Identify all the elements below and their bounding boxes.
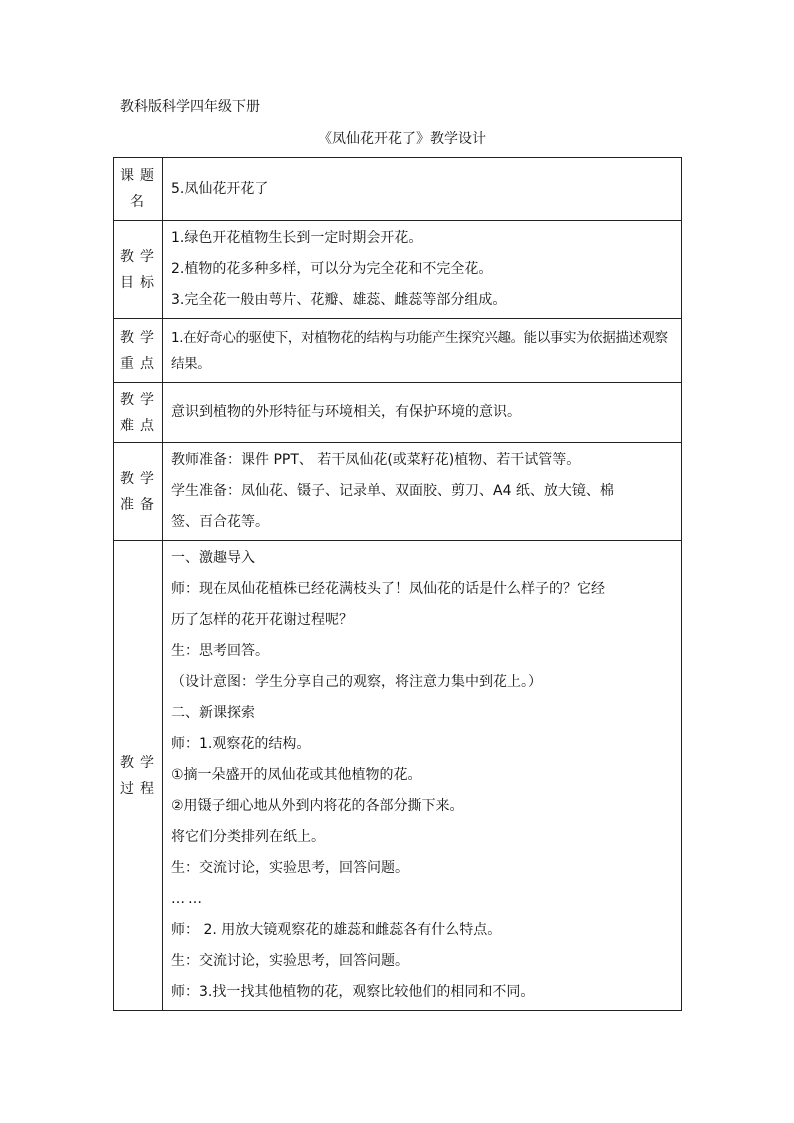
process-line: 一、激趣导入 (171, 550, 255, 566)
content-key-points (163, 319, 682, 383)
process-line: 将它们分类排列在纸上。 (171, 829, 325, 845)
label-difficulties-line2: 难点 (120, 417, 160, 434)
row-preparation (114, 443, 682, 541)
content-topic (163, 158, 682, 221)
process-line: 师：现在凤仙花植株已经花满枝头了！凤仙花的话是什么样子的？它经 (171, 581, 605, 597)
goal-item: 1.绿色开花植物生长到一定时期会开花。 (171, 230, 423, 246)
teacher-prep-text: 教师准备：课件 PPT、 若干凤仙花(或菜籽花)植物、若干试管等。 (171, 452, 581, 468)
label-process (114, 541, 163, 1011)
process-line: 师： 2. 用放大镜观察花的雄蕊和雌蕊各有什么特点。 (171, 922, 502, 938)
label-process-line1: 教学 (120, 754, 160, 771)
process-line: 生：思考回答。 (171, 643, 269, 659)
label-difficulties-line1: 教学 (120, 391, 160, 408)
label-key-points-line2: 重点 (120, 355, 160, 372)
key-points-text: 1.在好奇心的驱使下，对植物花的结构与功能产生探究兴趣。能以事实为依据描述观察结果。 (171, 329, 668, 372)
row-topic (114, 158, 682, 221)
label-key-points (114, 319, 163, 383)
student-prep-text-1: 学生准备：凤仙花、镊子、记录单、双面胶、剪刀、A4 纸、放大镜、棉 (171, 483, 614, 499)
content-difficulties (163, 383, 682, 443)
label-process-line2: 过程 (120, 780, 160, 797)
process-line: ②用镊子细心地从外到内将花的各部分撕下来。 (171, 798, 464, 814)
row-process (114, 541, 682, 1011)
label-goals-line1: 教学 (120, 248, 160, 265)
content-process (163, 541, 682, 1011)
label-preparation-line2: 准备 (120, 496, 160, 513)
label-topic-line2: 名 (130, 194, 150, 210)
label-key-points-line1: 教学 (120, 329, 160, 346)
label-preparation (114, 443, 163, 541)
document-title: 《凤仙花开花了》教学设计 (318, 131, 486, 147)
row-difficulties (114, 383, 682, 443)
process-line: 历了怎样的花开花谢过程呢？ (171, 612, 353, 628)
goal-item: 2.植物的花多种多样，可以分为完全花和不完全花。 (171, 261, 493, 277)
label-topic-line1: 课题 (120, 168, 160, 184)
row-key-points (114, 319, 682, 383)
process-line: （设计意图：学生分享自己的观察，将注意力集中到花上。） (171, 674, 542, 690)
process-line: ①摘一朵盛开的凤仙花或其他植物的花。 (171, 767, 422, 783)
content-goals (163, 221, 682, 319)
process-line: 生：交流讨论，实验思考，回答问题。 (171, 953, 409, 969)
label-goals (114, 221, 163, 319)
process-line: 生：交流讨论，实验思考，回答问题。 (171, 860, 409, 876)
label-difficulties (114, 383, 163, 443)
process-line: 二、新课探索 (171, 705, 255, 721)
student-prep-text-2: 签、百合花等。 (171, 514, 269, 530)
label-topic (114, 158, 163, 221)
process-line: 师：3.找一找其他植物的花，观察比较他们的相同和不同。 (171, 984, 535, 1000)
content-preparation (163, 443, 682, 541)
goal-item: 3.完全花一般由萼片、花瓣、雄蕊、雌蕊等部分组成。 (171, 292, 507, 308)
lesson-plan-table (113, 157, 682, 1011)
label-goals-line2: 目标 (120, 274, 160, 291)
topic-text: 5.凤仙花开花了 (171, 180, 269, 197)
difficulties-text: 意识到植物的外形特征与环境相关，有保护环境的意识。 (171, 404, 521, 420)
process-ellipsis: …… (171, 891, 205, 907)
row-goals (114, 221, 682, 319)
label-preparation-line1: 教学 (120, 470, 160, 487)
edition-line: 教科版科学四年级下册 (120, 99, 260, 115)
process-line: 师：1.观察花的结构。 (171, 736, 311, 752)
